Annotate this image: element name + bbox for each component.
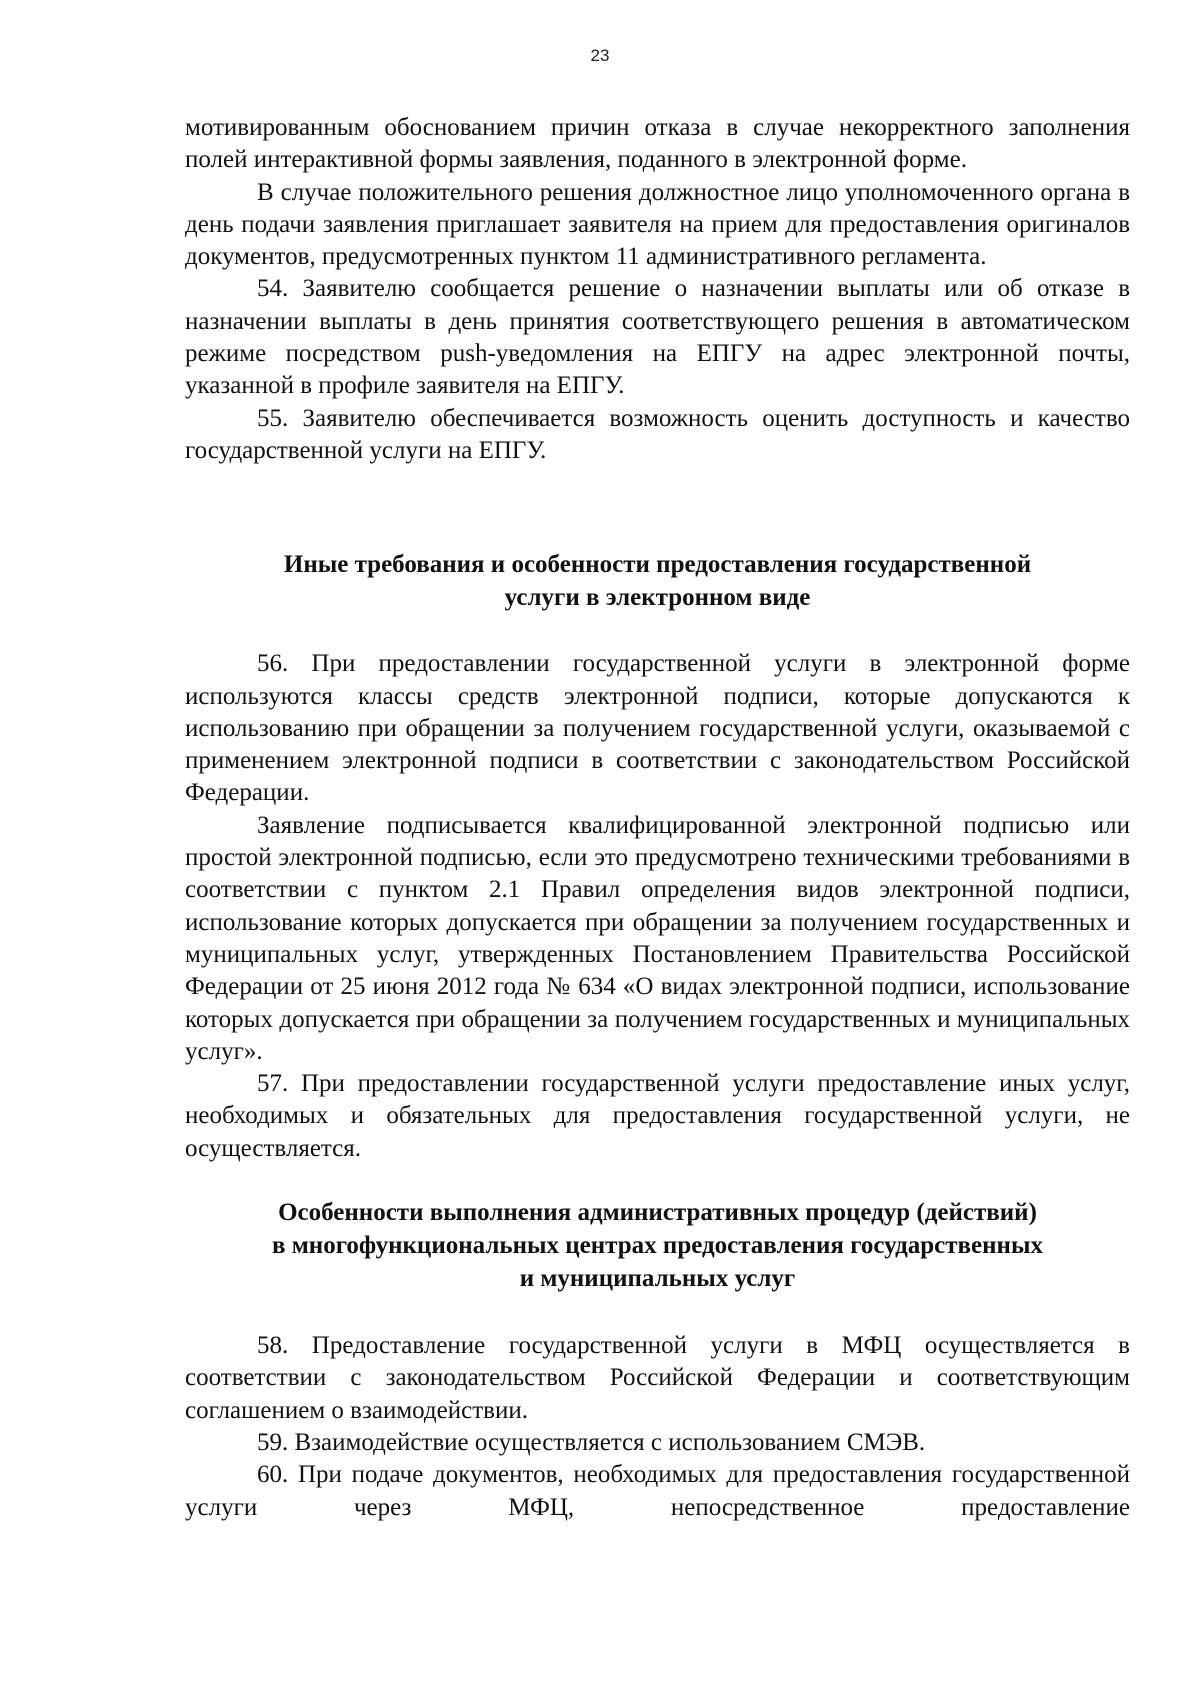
heading-line: в многофункциональных центрах предоставления государственных bbox=[272, 1232, 1043, 1260]
document-body bbox=[185, 112, 1130, 1524]
section-heading-electronic-requirements bbox=[185, 548, 1130, 614]
paragraph-positive-decision: В случае положительного решения должностное лицо уполномоченного органа в день подачи заявления приглашает заявителя на прием для предоставления оригиналов документов, предусмотренных пунктом 11 административного регламента. bbox=[185, 178, 1130, 271]
paragraph-58: 58. Предоставление государственной услуги в МФЦ осуществляется в соответствии с законодательством Российской Федерации и соответствующим соглашением о взаимодействии. bbox=[185, 1332, 1130, 1424]
paragraph-continuation: мотивированным обоснованием причин отказа в случае некорректного заполнения полей интерактивной формы заявления, поданного в электронной форме. bbox=[185, 114, 1130, 174]
section-heading-mfc-procedures bbox=[185, 1196, 1130, 1295]
paragraph-59: 59. Взаимодействие осуществляется с использованием СМЭВ. bbox=[257, 1428, 926, 1456]
heading-line: услуги в электронном виде bbox=[504, 584, 811, 612]
paragraph-54: 54. Заявителю сообщается решение о назначении выплаты или об отказе в назначении выплаты в день принятия соответствующего решения в автоматическом режиме посредством push-уведомления на ЕПГУ на адрес электронной почты, указанной в профиле заявителя на ЕПГУ. bbox=[185, 275, 1130, 400]
heading-line: Иные требования и особенности предоставления государственной bbox=[283, 551, 1032, 579]
paragraph-57: 57. При предоставлении государственной услуги предоставление иных услуг, необходимых и обязательных для предоставления государственной услуги, не осуществляется. bbox=[185, 1070, 1130, 1162]
heading-line: и муниципальных услуг bbox=[519, 1265, 796, 1293]
paragraph-60: 60. При подаче документов, необходимых для предоставления государственной услуги через МФЦ, непосредственное предоставление bbox=[185, 1461, 1130, 1521]
heading-line: Особенности выполнения административных процедур (действий) bbox=[278, 1199, 1037, 1227]
paragraph-signature: Заявление подписывается квалифицированной электронной подписью или простой электронной подписью, если это предусмотрено техническими требованиями в соответствии с пунктом 2.1 Правил определения видов электронной подписи, использование которых допускается при обращении за получением государственных и муниципальных услуг, утвержденных Постановлением Правительства Российской Федерации от 25 июня 2012 года № 634 «О видах электронной подписи, использование которых допускается при обращении за получением государственных и муниципальных услуг». bbox=[185, 811, 1130, 1065]
paragraph-56: 56. При предоставлении государственной услуги в электронной форме используются классы средств электронной подписи, которые допускаются к использованию при обращении за получением государственной услуги, оказываемой с применением электронной подписи в соответствии с законодательством Российской Федерации. bbox=[185, 650, 1130, 807]
paragraph-55: 55. Заявителю обеспечивается возможность оценить доступность и качество государственной услуги на ЕПГУ. bbox=[185, 404, 1130, 464]
page-number: 23 bbox=[590, 46, 610, 65]
